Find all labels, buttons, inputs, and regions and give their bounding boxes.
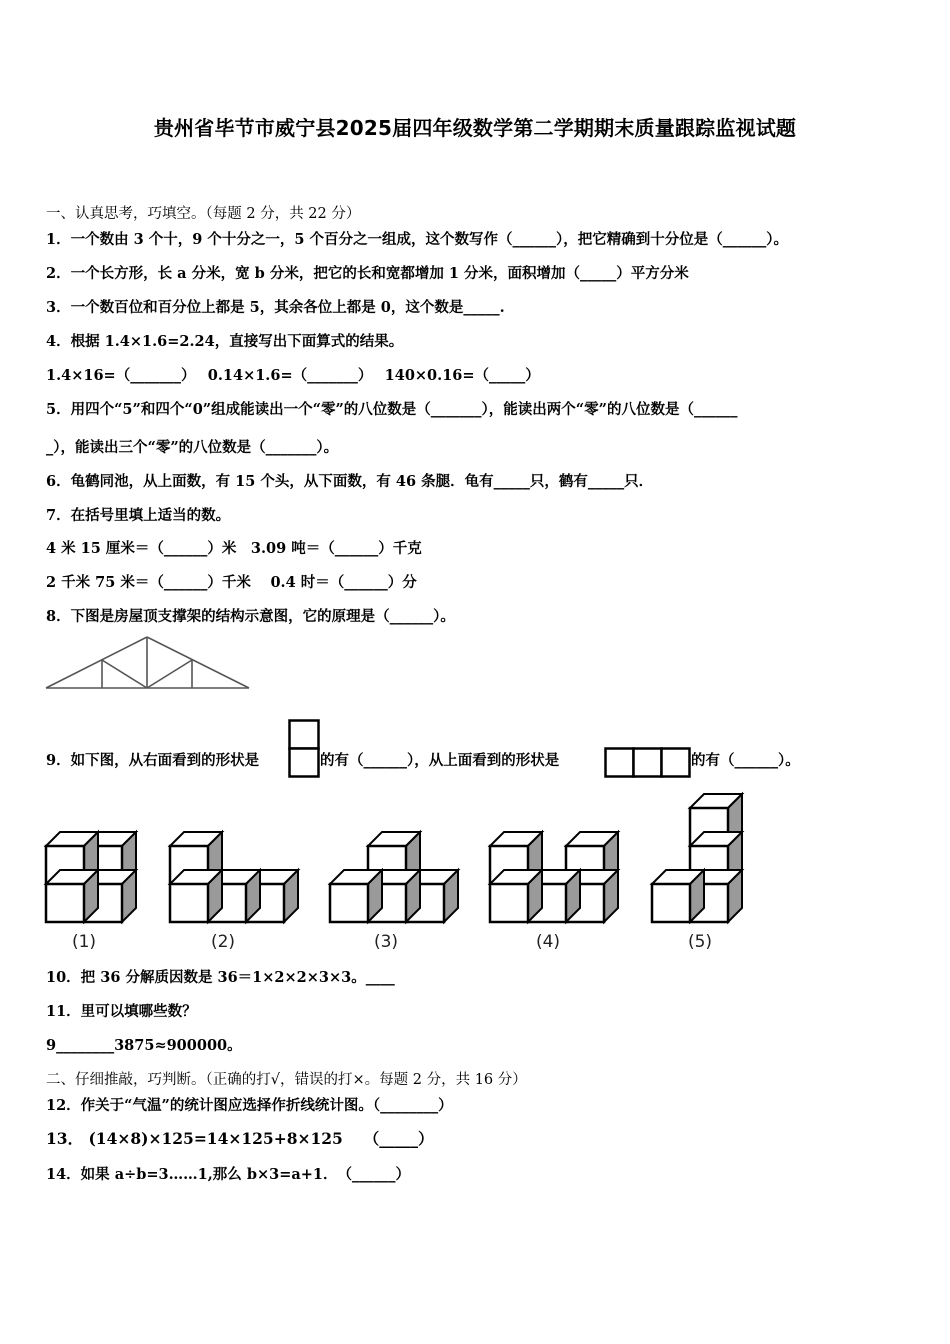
question-1: 1．一个数由 3 个十，9 个十分之一，5 个百分之一组成，这个数写作（______），把它精确到十分位是（______）。 bbox=[46, 231, 789, 248]
figure-label-2: (2) bbox=[210, 932, 236, 952]
question-9-part-3: 的有（______）。 bbox=[691, 752, 800, 769]
cube-figure-4 bbox=[490, 832, 618, 922]
question-4: 4．根据 1.4×1.6=2.24，直接写出下面算式的结果。 bbox=[46, 333, 404, 350]
question-9-part-2: 的有（______），从上面看到的形状是 bbox=[320, 752, 560, 769]
question-7: 7．在括号里填上适当的数。 bbox=[46, 507, 231, 524]
cube-figure-3 bbox=[330, 832, 458, 922]
question-11-item: 9________3875≈900000。 bbox=[46, 1037, 242, 1054]
top-view-shape-icon bbox=[604, 747, 692, 779]
question-3: 3．一个数百位和百分位上都是 5，其余各位上都是 0，这个数是_____. bbox=[46, 299, 505, 316]
page-title: 贵州省毕节市威宁县2025届四年级数学第二学期期末质量跟踪监视试题 bbox=[153, 116, 797, 140]
question-9-part-1: 9．如下图，从右面看到的形状是 bbox=[46, 752, 260, 769]
figure-label-3: (3) bbox=[373, 932, 399, 952]
question-5-line-2: _），能读出三个“零”的八位数是（_______）。 bbox=[46, 439, 339, 456]
roof-truss-figure bbox=[44, 634, 252, 692]
cube-figure-1 bbox=[46, 832, 136, 922]
question-8: 8．下图是房屋顶支撑架的结构示意图，它的原理是（______）。 bbox=[46, 608, 455, 625]
question-6: 6．龟鹤同池，从上面数，有 15 个头，从下面数，有 46 条腿．龟有_____只，鹤有_____只． bbox=[46, 473, 654, 490]
cube-figures bbox=[40, 800, 760, 960]
cube-figure-2 bbox=[170, 832, 298, 922]
question-7-line-a: 4 米 15 厘米＝（______）米 3.09 吨＝（______）千克 bbox=[46, 540, 422, 557]
figure-label-5: (5) bbox=[687, 932, 713, 952]
question-12: 12．作关于“气温”的统计图应选择作折线统计图。（________） bbox=[46, 1097, 453, 1114]
question-7-line-b: 2 千米 75 米＝（______）千米 0.4 时＝（______）分 bbox=[46, 574, 417, 591]
question-2: 2．一个长方形，长 a 分米，宽 b 分米，把它的长和宽都增加 1 分米，面积增加（_____）平方分米 bbox=[46, 265, 689, 282]
question-4-items: 1.4×16=（_______） 0.14×1.6=（_______） 140×0.16=（_____） bbox=[46, 367, 540, 384]
figure-label-1: (1) bbox=[71, 932, 97, 952]
figure-label-4: (4) bbox=[535, 932, 561, 952]
question-13: 13． (14×8)×125=14×125+8×125 （_____） bbox=[46, 1129, 434, 1148]
question-10: 10．把 36 分解质因数是 36＝1×2×2×3×3。____ bbox=[46, 969, 395, 986]
question-5-line-1: 5．用四个“5”和四个“0”组成能读出一个“零”的八位数是（_______），能读出两个“零”的八位数是（______ bbox=[46, 401, 738, 418]
section-1-heading: 一、认真思考，巧填空。（每题 2 分，共 22 分） bbox=[46, 206, 361, 222]
cube-figure-5 bbox=[652, 794, 742, 922]
question-14: 14．如果 a÷b=3……1,那么 b×3=a+1． （______） bbox=[46, 1166, 410, 1183]
question-11: 11．里可以填哪些数？ bbox=[46, 1003, 197, 1020]
right-view-shape-icon bbox=[288, 719, 320, 779]
section-2-heading: 二、仔细推敲，巧判断。（正确的打√，错误的打×。每题 2 分，共 16 分） bbox=[46, 1072, 527, 1088]
